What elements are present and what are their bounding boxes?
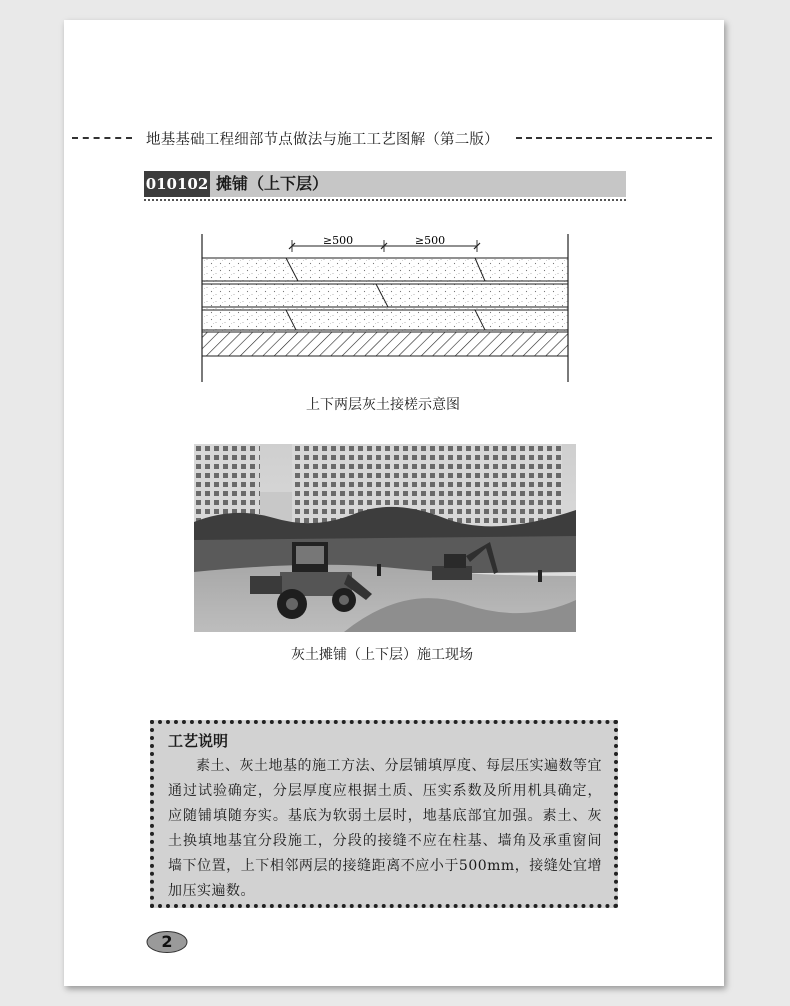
building-right [292, 444, 562, 524]
running-header [64, 128, 724, 148]
photo-caption: 灰土摊铺（上下层）施工现场 [291, 647, 473, 663]
dim-label-right: ≥500 [414, 234, 446, 247]
layer-joint-diagram [192, 234, 572, 384]
page-number: 2 [161, 932, 173, 951]
section-title: 摊铺（上下层） [216, 174, 329, 193]
process-notes-box [150, 720, 618, 908]
notes-body: 素土、灰土地基的施工方法、分层铺填厚度、每层压实遍数等宜通过试验确定，分层厚度应根据土质、压实系数及所用机具确定，应随铺填随夯实。基底为软弱土层时，地基底部宜加强。素土、灰土换填地基宜分段施工，分段的接缝不应在柱基、墙角及承重窗间墙下位置，上下相邻两层的接缝距离不应小于500mm，接缝处宜增加压实遍数。 [168, 758, 602, 899]
page-number-badge [146, 931, 188, 953]
header-dash-right [516, 137, 712, 139]
section-heading [144, 171, 626, 197]
document-page [64, 20, 724, 986]
notes-heading: 工艺说明 [168, 732, 229, 750]
hatched-base [202, 332, 568, 356]
diagram-caption: 上下两层灰土接槎示意图 [306, 397, 460, 413]
soil-layers [202, 258, 568, 332]
building-left [194, 444, 260, 524]
section-code: 010102 [144, 171, 210, 197]
site-photo [194, 444, 576, 632]
header-dash-left [72, 137, 132, 139]
dim-label-left: ≥500 [322, 234, 354, 247]
section-divider [144, 199, 626, 201]
worker [377, 564, 381, 576]
worker [538, 570, 542, 582]
running-title: 地基基础工程细部节点做法与施工工艺图解（第二版） [146, 132, 499, 148]
